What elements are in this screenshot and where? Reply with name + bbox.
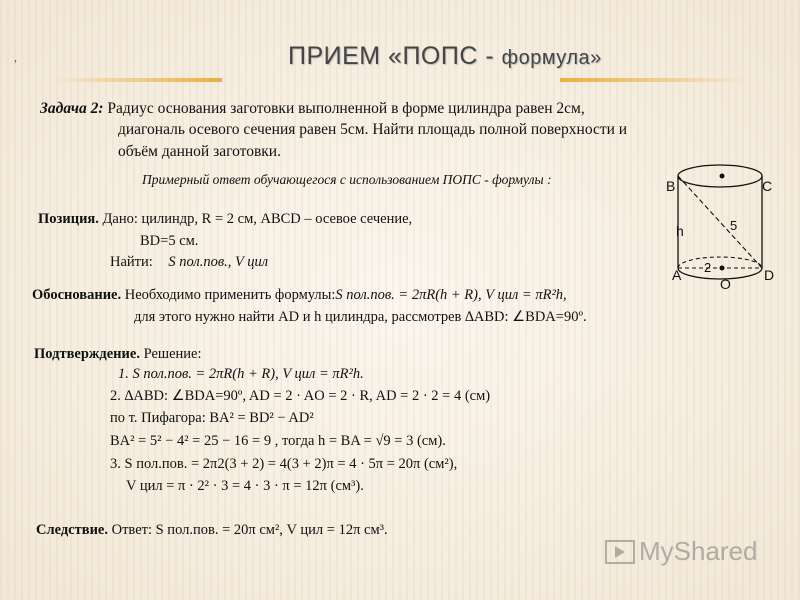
label-A: A bbox=[672, 267, 682, 283]
find-label: Найти: bbox=[110, 254, 153, 270]
conclusion-label: Следствие. bbox=[36, 522, 108, 538]
position-label: Позиция. bbox=[38, 211, 99, 227]
pythagoras-line: по т. Пифагора: BA² = BD² − AD² bbox=[110, 410, 314, 426]
position-line-1 bbox=[38, 211, 412, 228]
conclusion-text: Ответ: S пол.пов. = 20π см², V цил = 12π см³. bbox=[111, 522, 388, 538]
title-bar-right bbox=[560, 78, 750, 82]
label-h: h bbox=[676, 223, 684, 239]
solution-label: Решение: bbox=[143, 346, 202, 362]
task-text-2: диагональ осевого сечения равен 5см. Найти площадь полной поверхности и bbox=[118, 121, 628, 138]
label-O: O bbox=[720, 276, 731, 292]
confirmation-line bbox=[34, 346, 202, 363]
calc-line: BA² = 5² − 4² = 25 − 16 = 9 , тогда h = BA = √9 = 3 (см). bbox=[110, 433, 446, 449]
step-3b: V цил = π · 2² · 3 = 4 · 3 · π = 12π (см³). bbox=[126, 478, 364, 494]
page-title bbox=[288, 42, 602, 71]
label-C: C bbox=[762, 178, 773, 194]
cylinder-figure bbox=[660, 150, 790, 300]
task-line-1 bbox=[40, 100, 585, 118]
label-diagonal: 5 bbox=[730, 218, 738, 233]
label-D: D bbox=[764, 267, 775, 283]
find-formula: S пол.пов., V цил bbox=[168, 254, 269, 270]
conclusion-line bbox=[36, 522, 388, 539]
justification-formula: S пол.пов. = 2πR(h + R), V цил = πR²h, bbox=[335, 287, 567, 303]
justification-label: Обоснование. bbox=[32, 287, 122, 303]
task-text-1: Радиус основания заготовки выполненной в форме цилиндра равен 2см, bbox=[107, 100, 585, 117]
label-radius: 2 bbox=[704, 260, 712, 275]
title-bar-left bbox=[52, 78, 222, 82]
justification-text-2: для этого нужно найти AD и h цилиндра, рассмотрев ∆ABD: ∠BDA=90º. bbox=[134, 309, 587, 325]
position-find bbox=[110, 254, 268, 271]
justification-text-1: Необходимо применить формулы: bbox=[124, 287, 336, 303]
title-sub: формула» bbox=[501, 47, 602, 69]
task-label: Задача 2: bbox=[40, 100, 104, 117]
confirmation-label: Подтверждение. bbox=[34, 346, 140, 362]
position-text-2: BD=5 см. bbox=[140, 233, 199, 249]
label-B: B bbox=[666, 178, 676, 194]
play-icon bbox=[605, 540, 635, 564]
step-1: 1. S пол.пов. = 2πR(h + R), V цил = πR²h. bbox=[118, 366, 364, 382]
title-main: ПРИЕМ «ПОПС - bbox=[288, 42, 502, 70]
watermark-text: MyShared bbox=[639, 536, 758, 566]
answer-note: Примерный ответ обучающегося с использованием ПОПС - формулы : bbox=[142, 172, 552, 187]
step-3a: 3. S пол.пов. = 2π2(3 + 2) = 4(3 + 2)π = 4 · 5π = 20π (см²), bbox=[110, 456, 458, 472]
task-text-3: объём данной заготовки. bbox=[118, 143, 281, 160]
watermark-logo bbox=[605, 536, 758, 567]
justification-line-1 bbox=[32, 287, 567, 304]
step-2: 2. ∆ABD: ∠BDA=90º, AD = 2 · AO = 2 · R, AD = 2 · 2 = 4 (см) bbox=[110, 388, 491, 404]
position-text-1: Дано: цилиндр, R = 2 см, ABCD – осевое сечение, bbox=[102, 211, 413, 227]
header-mark: , bbox=[14, 50, 17, 64]
